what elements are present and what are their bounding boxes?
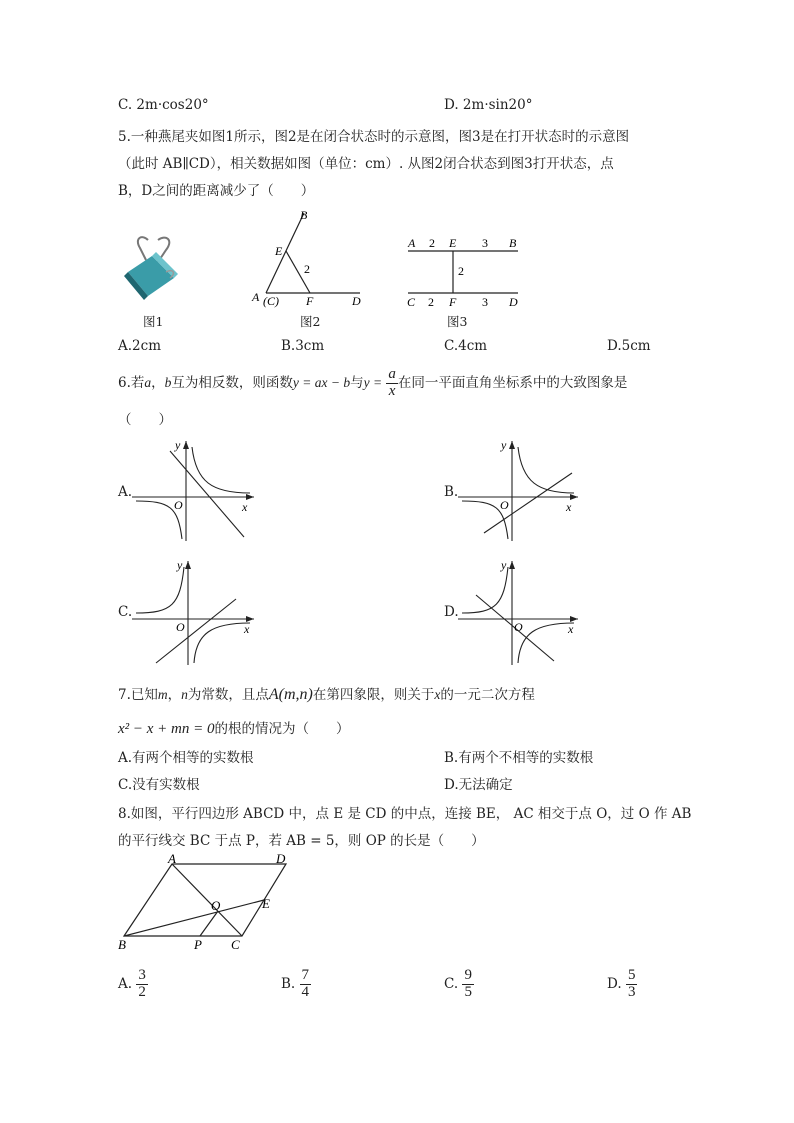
q6-graph-c — [132, 557, 258, 667]
fig2-label-d: D — [352, 294, 361, 308]
fig3-label-a: A — [408, 236, 416, 250]
q7-line2 — [118, 717, 350, 738]
q8-line-ac — [172, 864, 242, 936]
q7-line2-suffix: 的根的情况为（ ） — [214, 721, 350, 737]
fig3-label-3a: 3 — [482, 236, 488, 250]
q8-label-p: P — [194, 937, 202, 952]
q6-func1: y = ax − b — [292, 375, 351, 390]
q7-sep: ， — [167, 687, 182, 703]
q7-mid2: 在第四象限，则关于 — [312, 687, 435, 703]
q6-frac-den: x — [388, 383, 396, 399]
q6-var-a: a — [144, 375, 152, 390]
q6-b-xlabel: x — [566, 500, 572, 514]
q6-mid1: 互为相反数，则函数 — [171, 375, 293, 391]
q6-d-xlabel: x — [568, 622, 574, 636]
q8-option-a — [118, 964, 148, 1004]
q4-option-d: D. 2m·sin20° — [444, 97, 533, 113]
q6-d-origin: O — [514, 620, 523, 634]
fig2-label-c: (C) — [263, 294, 279, 308]
q7-equation: x² − x + mn = 0 — [118, 721, 215, 737]
q7-point: A(m,n) — [268, 686, 313, 703]
q8-option-b — [281, 964, 311, 1004]
q7-line1 — [118, 683, 535, 704]
q6-c-origin: O — [176, 620, 185, 634]
q6-a-xlabel: x — [242, 500, 248, 514]
fig3-label-b: B — [509, 236, 517, 250]
fig3-open-diagram — [402, 234, 532, 310]
q8-option-c — [444, 964, 474, 1004]
q6-b-ylabel: y — [501, 438, 507, 452]
q6-a-origin: O — [174, 498, 183, 512]
fig2-label-f: F — [306, 294, 314, 308]
binder-clip-image — [118, 232, 188, 304]
q6-graph-b — [458, 437, 582, 543]
q5-option-d: D.5cm — [607, 338, 651, 354]
q6-option-a-label: A. — [118, 484, 133, 500]
fig3-label-2b: 2 — [428, 295, 434, 309]
q6-c-ylabel: y — [177, 558, 183, 572]
q8-parallelogram-diagram — [114, 852, 300, 952]
q8-option-c-den: 5 — [464, 984, 472, 1000]
q8-option-b-fraction — [300, 968, 312, 1001]
q6-option-b-label: B. — [444, 484, 459, 500]
q4-option-c: C. 2m·cos20° — [118, 97, 209, 113]
q8-label-c: C — [231, 937, 240, 952]
q8-option-b-den: 4 — [301, 984, 310, 1000]
q6-c-xlabel: x — [244, 622, 250, 636]
fig3-label-2-mid: 2 — [458, 264, 464, 278]
fig2-closed-diagram — [248, 205, 368, 311]
q6-graph-d — [458, 557, 582, 667]
q6-y-eq: y = — [363, 375, 383, 390]
q7-prefix: 7.已知 — [118, 687, 158, 703]
q6-mid2: 与 — [350, 375, 364, 391]
q6-a-ylabel: y — [175, 438, 181, 452]
q6-stem — [118, 364, 627, 402]
q5-line2: （此时 AB∥CD），相关数据如图（单位：cm）. 从图2闭合状态到图3打开状态，点 — [118, 156, 614, 172]
q7-option-b: B.有两个不相等的实数根 — [444, 750, 594, 766]
q8-line2: 的平行线交 BC 于点 P，若 AB = 5，则 OP 的长是（ ） — [118, 833, 485, 849]
q8-option-a-letter: A. — [118, 976, 133, 992]
q7-var-x: x — [434, 687, 441, 702]
q6-graph-a — [132, 437, 258, 543]
fig3-caption: 图3 — [447, 314, 468, 329]
q8-option-c-num: 9 — [464, 967, 472, 984]
q8-option-b-letter: B. — [281, 976, 296, 992]
q8-option-a-fraction — [136, 968, 148, 1001]
q6-var-b: b — [164, 375, 172, 390]
q6-sep: ， — [151, 375, 165, 391]
fig2-label-2: 2 — [304, 262, 310, 276]
fig3-label-3b: 3 — [482, 295, 488, 309]
fig1-caption: 图1 — [143, 314, 164, 329]
q7-var-m: m — [157, 687, 168, 702]
q7-option-c: C.没有实数根 — [118, 777, 200, 793]
fig3-label-f: F — [449, 295, 457, 309]
fig3-label-e: E — [449, 236, 457, 250]
q7-suffix: 的一元二次方程 — [440, 687, 535, 703]
q8-option-a-den: 2 — [138, 984, 146, 1000]
q7-option-d: D.无法确定 — [444, 777, 513, 793]
fig3-label-d: D — [509, 295, 518, 309]
fig3-label-c: C — [407, 295, 416, 309]
fig2-caption: 图2 — [300, 314, 321, 329]
q6-paren: （ ） — [118, 412, 172, 428]
q8-option-d — [607, 964, 637, 1004]
q5-line1: 5.一种燕尾夹如图1所示，图2是在闭合状态时的示意图，图3是在打开状态时的示意图 — [118, 129, 630, 145]
q6-fraction — [386, 367, 398, 400]
q8-label-b: B — [118, 937, 126, 952]
fig2-label-b: B — [300, 208, 308, 222]
q6-option-c-label: C. — [118, 604, 133, 620]
q6-suffix: 在同一平面直角坐标系中的大致图象是 — [397, 375, 628, 391]
q6-b-origin: O — [500, 498, 509, 512]
q8-option-d-den: 3 — [627, 984, 636, 1000]
q6-frac-num: a — [388, 366, 396, 383]
q8-label-e: E — [262, 896, 270, 911]
q8-label-a: A — [168, 852, 176, 866]
q8-option-a-num: 3 — [138, 967, 146, 984]
q5-option-a: A.2cm — [118, 338, 161, 354]
q8-label-o: O — [211, 898, 221, 913]
q7-mid: 为常数，且点 — [187, 687, 269, 703]
q8-option-d-fraction — [626, 968, 638, 1001]
q8-option-c-fraction — [462, 968, 474, 1001]
q6-prefix: 6.若 — [118, 375, 145, 391]
q5-option-c: C.4cm — [444, 338, 488, 354]
q5-option-b: B.3cm — [281, 338, 325, 354]
q8-line1: 8.如图，平行四边形 ABCD 中，点 E 是 CD 的中点，连接 BE， AC 相交于点 O，过 O 作 AB — [118, 806, 692, 822]
q7-option-a: A.有两个相等的实数根 — [118, 750, 254, 766]
q6-option-d-label: D. — [444, 604, 459, 620]
q7-var-n: n — [181, 687, 188, 702]
q8-option-b-num: 7 — [301, 967, 310, 984]
fig2-line-ab — [266, 213, 304, 293]
fig2-label-a: A — [252, 290, 260, 304]
q8-label-d: D — [276, 852, 286, 866]
q8-option-d-letter: D. — [607, 976, 622, 992]
q6-d-ylabel: y — [501, 558, 507, 572]
fig2-label-e: E — [275, 244, 283, 258]
q8-option-c-letter: C. — [444, 976, 459, 992]
q8-option-d-num: 5 — [627, 967, 636, 984]
fig3-label-2a: 2 — [429, 236, 435, 250]
q5-line3: B，D之间的距离减少了（ ） — [118, 183, 315, 199]
